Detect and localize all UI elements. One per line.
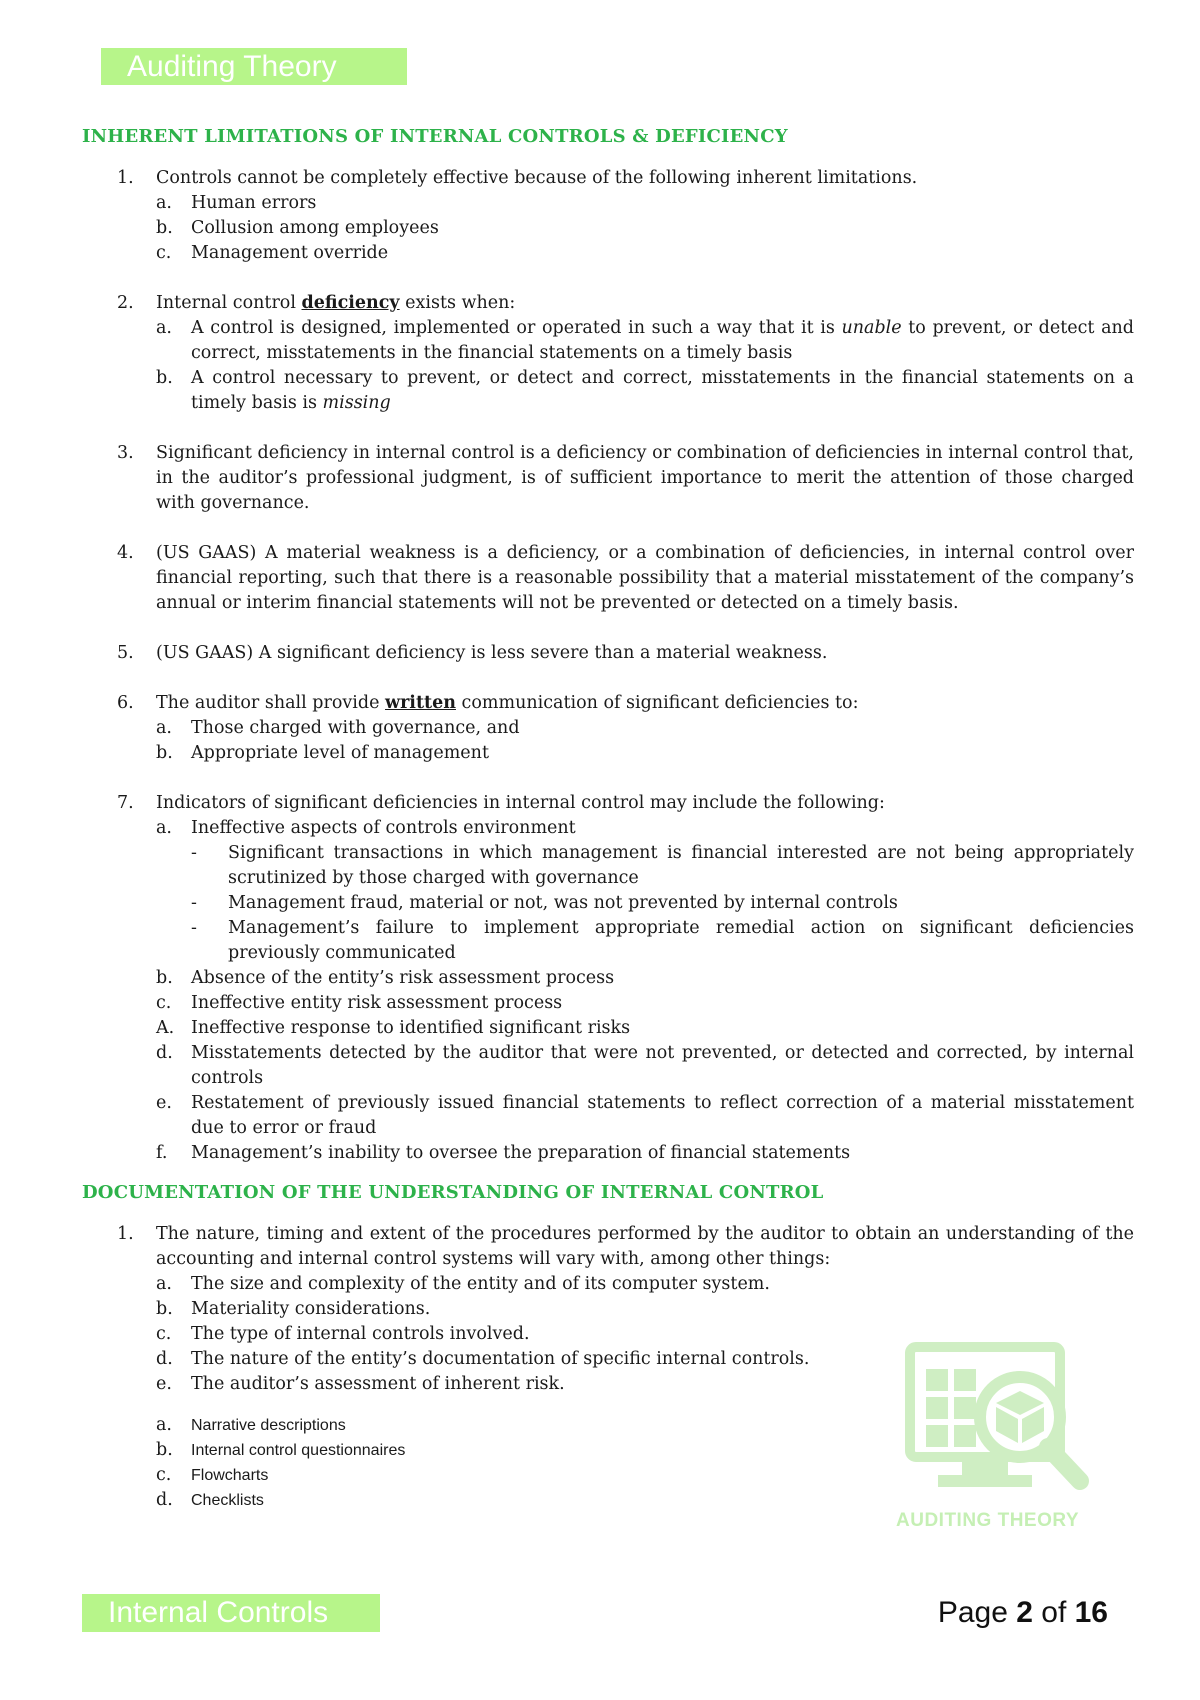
item-number: 2. [117,293,134,313]
list-item [82,441,1134,516]
list-item [82,541,1134,616]
watermark-text: AUDITING THEORY [896,1510,1080,1531]
text-fragment: to prevent, or detect and correct, misstatements in the financial statements on a timely basis [191,318,1134,363]
sub-letter: b. [156,743,173,763]
text-fragment: A control is designed, implemented or operated in such a way that it is [191,318,842,338]
section-heading-limitations: INHERENT LIMITATIONS OF INTERNAL CONTROLS & DEFICIENCY [82,126,788,147]
dash-mark: - [191,843,197,863]
sub-text: Management’s inability to oversee the preparation of financial statements [191,1143,851,1163]
item-number: 5. [117,643,134,663]
text-fragment: exists when: [399,293,516,313]
sub-text: Collusion among employees [191,218,439,238]
sub-letter: a. [156,818,172,838]
sub-text: The size and complexity of the entity and of its computer system. [191,1274,770,1294]
item-number: 1. [117,168,134,188]
sub-item [82,1016,1134,1041]
item-number: 7. [117,793,134,813]
sub-item [82,241,1134,266]
sub-letter: d. [156,1043,173,1063]
sub-text: Ineffective entity risk assessment process [191,993,563,1013]
dash-mark: - [191,918,197,938]
sub-letter: b. [156,1299,173,1319]
item-number: 4. [117,543,134,563]
header-title: Auditing Theory [127,50,337,83]
sub-item [82,1041,1134,1091]
header-banner [101,48,407,85]
text-fragment: Internal control [156,293,302,313]
list-item [82,166,1134,191]
item-number: 3. [117,443,134,463]
sub-item [82,216,1134,241]
item-number: 1. [117,1224,134,1244]
sub-item [82,191,1134,216]
dash-item [82,916,1134,966]
page-total: 16 [1074,1596,1108,1629]
sub-letter: b. [156,1440,173,1460]
sub-text: Human errors [191,193,317,213]
page-number [938,1594,1108,1632]
sub-text: Restatement of previously issued financial statements to reflect correction of a material misstatement due to error or fraud [191,1093,1134,1138]
item-number: 6. [117,693,134,713]
sub-text: The type of internal controls involved. [191,1324,530,1344]
sub-letter: a. [156,193,172,213]
sub-text: Those charged with governance, and [191,718,520,738]
item-text [156,293,515,313]
sub-letter: c. [156,1465,172,1485]
sub-letter: b. [156,968,173,988]
sub-letter: c. [156,243,172,263]
sub-item [82,366,1134,416]
sub-letter: f. [156,1143,168,1163]
sub-letter: d. [156,1349,173,1369]
footer-title: Internal Controls [108,1596,329,1629]
sub-letter: c. [156,1324,172,1344]
computer-magnifier-icon [902,1339,1102,1539]
page-label: Page [937,1596,1017,1629]
sub-item [82,716,1134,741]
sub-letter: a. [156,1415,172,1435]
sub-item [82,1091,1134,1141]
text-fragment: communication of significant deficiencies to: [455,693,859,713]
sub-text: Management override [191,243,389,263]
sub-item [82,741,1134,766]
sub-text [191,366,1134,416]
page-current: 2 [1016,1596,1033,1629]
dash-item [82,891,1134,916]
sub-item [82,1141,1134,1166]
text-fragment: A control necessary to prevent, or detect and correct, misstatements in the financial statements on a timely basis is [191,368,1134,413]
sub-text: Absence of the entity’s risk assessment process [191,968,615,988]
sub-text: Materiality considerations. [191,1299,431,1319]
sub-text: Ineffective aspects of controls environment [191,818,576,838]
method-text: Narrative descriptions [191,1417,346,1434]
sub-text: The auditor’s assessment of inherent risk. [191,1374,565,1394]
emphasis-missing: missing [322,393,391,413]
sub-letter: b. [156,368,173,388]
item-text: (US GAAS) A significant deficiency is less severe than a material weakness. [156,643,828,663]
dash-text: Management fraud, material or not, was not prevented by internal controls [228,893,898,913]
sub-letter: a. [156,718,172,738]
list-item [82,641,1134,666]
emphasis-written: written [385,693,456,713]
method-text: Flowcharts [191,1467,269,1484]
method-text: Checklists [191,1492,264,1509]
emphasis-unable: unable [841,318,902,338]
list-item [82,691,1134,716]
sub-letter: e. [156,1093,172,1113]
emphasis-deficiency: deficiency [301,293,400,313]
document-body [82,126,1134,1513]
sub-letter: b. [156,218,173,238]
item-text: (US GAAS) A material weakness is a deficiency, or a combination of deficiencies, in internal control over financial reporting, such that there is a reasonable possibility that a material misstatement of the company’s annual or interim financial statements will not be prevented or detected on a timely basis. [156,543,1134,613]
sub-letter: a. [156,318,172,338]
sub-letter: e. [156,1374,172,1394]
dash-item [82,841,1134,891]
item-text: Indicators of significant deficiencies in internal control may include the following: [156,793,885,813]
method-text: Internal control questionnaires [191,1442,406,1459]
footer-banner [82,1594,380,1632]
sub-letter: a. [156,1274,172,1294]
sub-item [82,966,1134,991]
sub-item [82,1272,1134,1297]
sub-text: Appropriate level of management [191,743,489,763]
sub-text [191,316,1134,366]
list-item [82,1222,1134,1272]
dash-mark: - [191,893,197,913]
list-item [82,291,1134,316]
dash-text: Management’s failure to implement appropriate remedial action on significant deficiencies previously communicated [228,918,1134,963]
sub-letter: d. [156,1490,173,1510]
item-text: The nature, timing and extent of the procedures performed by the auditor to obtain an understanding of the accounting and internal control systems will vary with, among other things: [156,1224,1134,1269]
sub-item [82,316,1134,366]
text-fragment: The auditor shall provide [156,693,386,713]
sub-letter: A. [156,1018,175,1038]
list-item [82,791,1134,816]
page-label: of [1032,1596,1075,1629]
sub-item [82,816,1134,841]
sub-letter: c. [156,993,172,1013]
item-text: Significant deficiency in internal control is a deficiency or combination of deficiencies in internal control that, in the auditor’s professional judgment, is of sufficient importance to merit the attention of those charged with governance. [156,443,1134,513]
sub-text: Ineffective response to identified significant risks [191,1018,631,1038]
sub-text: The nature of the entity’s documentation of specific internal controls. [191,1349,810,1369]
item-text [156,693,858,713]
sub-item [82,1297,1134,1322]
sub-item [82,991,1134,1016]
section-heading-documentation: DOCUMENTATION OF THE UNDERSTANDING OF INTERNAL CONTROL [82,1182,824,1203]
item-text: Controls cannot be completely effective because of the following inherent limitations. [156,168,918,188]
dash-text: Significant transactions in which management is financial interested are not being appropriately scrutinized by those charged with governance [228,843,1134,888]
sub-text: Misstatements detected by the auditor that were not prevented, or detected and corrected, by internal controls [191,1043,1134,1088]
